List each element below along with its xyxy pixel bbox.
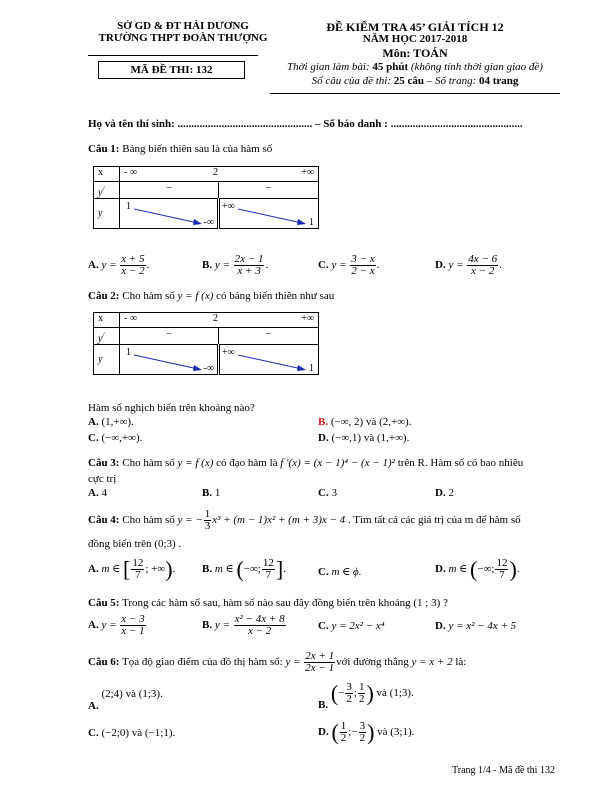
question-6-line: y = x + 2 — [411, 656, 453, 669]
q6-option-c[interactable] — [88, 727, 175, 739]
q4-a-num: 12 — [132, 557, 144, 569]
q1-b-num: 2x − 1 — [234, 253, 264, 265]
vt2-y-plus-inf: +∞ — [222, 347, 235, 359]
time-note: (không tính thời gian giao đề) — [410, 61, 543, 73]
vt2-prime: / — [102, 331, 105, 339]
q6-b-n2: 1 — [358, 681, 365, 693]
vt1-yprime-label — [94, 182, 120, 199]
q1-a-frac — [120, 254, 145, 277]
q4-d-den: 7 — [499, 569, 505, 581]
q6-option-d[interactable]: D. ( $\frac{1}{2}$ ;− $\frac{3}{2}$ ) và (3;1). — [318, 719, 415, 745]
q4-a-rparen: ) — [165, 556, 173, 582]
q3-a-label: A. — [88, 487, 99, 499]
question-6-frac — [304, 651, 335, 674]
q4-a-post: ; +∞ — [145, 563, 166, 576]
q1-b-dot: . — [265, 259, 269, 272]
vt2-y-one-b: 1 — [309, 363, 314, 375]
q4-b-label: B. — [202, 563, 213, 576]
school-name: TRƯỜNG THPT ĐOÀN THƯỢNG — [98, 32, 268, 44]
vt1-x-row — [120, 167, 319, 182]
vt2-arrow-2 — [238, 353, 308, 373]
vt2-y-label: y — [94, 345, 120, 375]
q1-option-a[interactable] — [88, 254, 149, 277]
question-1-label: Câu 1: — [88, 143, 120, 155]
count-info — [250, 75, 580, 87]
q5-b-den: x − 2 — [247, 625, 272, 637]
q6-a-value: (2;4) và (1;3). — [101, 688, 163, 700]
question-3-line2: cực trị — [88, 473, 117, 485]
q6-b-d1: 2 — [346, 693, 352, 705]
vt1-y-neg-inf: -∞ — [203, 217, 214, 229]
q2-option-c[interactable] — [88, 432, 142, 444]
time-value: 45 phút — [372, 61, 409, 73]
q1-d-frac — [467, 254, 498, 277]
question-3-pre: Cho hàm số — [122, 457, 175, 469]
vt1-sign-1: – — [120, 182, 219, 199]
question-4-interval: (0;3) . — [154, 538, 182, 550]
q4-b-pre: m ∈ — [214, 563, 234, 576]
vt1-sign-2: – — [219, 182, 319, 199]
student-id-field[interactable]: ................................................ — [390, 118, 523, 130]
question-5-text: Trong các hàm số sau, hàm số nào sau đây đồng biến trên khoảng (1 ; 3) ? — [122, 597, 448, 609]
vt1-y-label: y — [94, 199, 120, 229]
q2-b-value: (−∞, 2) và (2,+∞). — [330, 416, 412, 428]
vt2-arrow-1 — [134, 353, 204, 373]
q5-a-den: x − 1 — [121, 625, 145, 637]
q4-d-num: 12 — [496, 557, 508, 569]
question-4-func-post: x³ + (m − 1)x² + (m + 3)x − 4 — [212, 514, 346, 527]
q6-b-lparen: ( — [330, 680, 339, 706]
q3-c-label: C. — [318, 487, 329, 499]
question-4-frac-num: 1 — [204, 508, 211, 520]
student-name-label: Họ và tên thí sinh: — [88, 118, 175, 130]
q3-d-value: 2 — [448, 487, 454, 499]
q5-option-b[interactable] — [202, 614, 287, 637]
vt1-neg-inf: - ∞ — [124, 167, 137, 178]
vt2-sign-2: – — [219, 328, 319, 345]
q1-b-frac — [234, 254, 265, 277]
q4-b-den: 7 — [265, 569, 272, 581]
q1-b-label: B. — [202, 259, 213, 272]
q1-c-dot: . — [376, 259, 380, 272]
q4-a-label: A. — [88, 563, 99, 576]
q1-a-label: A. — [88, 259, 99, 272]
question-5 — [88, 597, 448, 609]
vt2-yprime-label — [94, 328, 120, 345]
question-4-line2 — [88, 538, 181, 550]
count-value: 25 câu — [393, 75, 424, 87]
q3-d-label: D. — [435, 487, 446, 499]
q1-a-num: x + 5 — [121, 253, 145, 265]
q6-option-a[interactable] — [88, 688, 163, 712]
vt2-two: 2 — [213, 313, 218, 324]
q1-d-label: D. — [435, 259, 446, 272]
q4-d-rparen: ) — [509, 556, 517, 582]
vt1-prime: / — [102, 185, 105, 193]
question-3-label: Câu 3: — [88, 457, 120, 469]
q2-d-value: (−∞,1) và (1,+∞). — [331, 432, 410, 444]
count-label: Số câu của đề thi: — [311, 75, 391, 87]
q5-a-frac — [120, 614, 145, 637]
header-rule — [270, 93, 560, 94]
q4-d-pre: m ∈ — [448, 563, 468, 576]
q5-a-label: A. — [88, 619, 99, 632]
variation-table-1 — [93, 166, 319, 229]
vt2-pos-inf: +∞ — [301, 313, 314, 324]
q6-d-neg: − — [351, 726, 358, 739]
question-4-frac-den: 3 — [204, 520, 211, 532]
vt2-x-label: x — [94, 313, 120, 328]
q6-d-rparen: ) — [367, 719, 375, 745]
q1-option-c[interactable] — [318, 254, 379, 277]
q5-option-a[interactable] — [88, 614, 147, 637]
question-2-post: có bảng biến thiên như sau — [216, 290, 335, 302]
q6-a-label: A. — [88, 700, 99, 712]
q2-c-value: (−∞,+∞). — [101, 432, 143, 444]
q2-a-value: (1,+∞). — [101, 416, 134, 428]
q4-a-pre: m ∈ — [101, 563, 121, 576]
vt1-y-one: 1 — [126, 201, 131, 213]
vt2-y-left — [120, 345, 219, 375]
q1-c-label: C. — [318, 259, 329, 272]
student-id-label: – Số báo danh : — [315, 118, 388, 130]
q5-b-pre: y = — [214, 619, 230, 632]
variation-table-2 — [93, 312, 319, 375]
question-4-post: . Tìm tất cả các giá trị của m để hàm số — [347, 514, 521, 527]
vt2-x-row — [120, 313, 319, 328]
question-5-label: Câu 5: — [88, 597, 120, 609]
q6-d-lparen: ( — [331, 719, 339, 745]
q6-d-n1: 1 — [340, 720, 347, 732]
q3-b-label: B. — [202, 487, 213, 499]
q3-c-value: 3 — [331, 487, 337, 499]
q4-c-label: C. — [318, 566, 329, 578]
q2-c-label: C. — [88, 432, 99, 444]
vt2-y-right — [219, 345, 319, 375]
q4-d-frac — [495, 558, 508, 581]
q4-b-lparen: ( — [236, 556, 244, 582]
q6-d-d2: 2 — [359, 732, 366, 744]
q4-option-b[interactable]: B. m ∈ (−∞; $\frac{12}{7}$ ]. — [202, 556, 286, 582]
vt2-neg-inf: - ∞ — [124, 313, 137, 324]
question-6-pre: Tọa độ giao điểm của đồ thị hàm số: — [122, 656, 283, 669]
question-3-mid: có đạo hàm là — [216, 457, 278, 469]
subject: Môn: TOÁN — [382, 46, 448, 60]
exam-title: ĐỀ KIỂM TRA 45’ GIẢI TÍCH 12 — [326, 20, 504, 34]
q1-b-den: x + 3 — [237, 265, 261, 277]
q5-b-num: x² − 4x + 8 — [234, 613, 285, 625]
q1-c-den: 2 − x — [351, 265, 375, 277]
vt1-two: 2 — [213, 167, 218, 178]
q5-b-frac — [234, 614, 286, 637]
question-2-prompt: Hàm số nghịch biến trên khoảng nào? — [88, 402, 255, 414]
vt1-pos-inf: +∞ — [301, 167, 314, 178]
question-6-label: Câu 6: — [88, 656, 120, 669]
q6-b-frac1 — [345, 682, 353, 705]
vt1-y-one-b: 1 — [309, 217, 314, 229]
school-year: NĂM HỌC 2017-2018 — [362, 33, 468, 45]
vt2-y-one: 1 — [126, 347, 131, 359]
vt1-y-plus-inf: +∞ — [222, 201, 235, 213]
q6-d-d1: 2 — [340, 732, 347, 744]
question-1 — [88, 143, 272, 155]
q3-a-value: 4 — [101, 487, 107, 499]
q1-option-b[interactable] — [202, 254, 268, 277]
question-2-pre: Cho hàm số — [122, 290, 175, 302]
question-6 — [88, 651, 466, 674]
q6-b-frac2 — [358, 682, 366, 705]
time-label: Thời gian làm bài: — [287, 61, 370, 73]
question-2 — [88, 290, 334, 302]
vt1-y-right — [219, 199, 319, 229]
q1-a-den: x − 2 — [121, 265, 145, 277]
q1-b-y: y = — [214, 259, 230, 272]
q3-option-b[interactable] — [202, 487, 220, 499]
q5-option-d[interactable] — [435, 620, 516, 632]
q4-d-left: −∞; — [477, 563, 495, 576]
q1-d-den: x − 2 — [471, 265, 495, 277]
q2-a-label: A. — [88, 416, 99, 428]
q4-option-d[interactable]: D. m ∈ (−∞; $\frac{12}{7}$ ). — [435, 556, 520, 582]
q1-d-num: 4x − 6 — [468, 253, 498, 265]
q6-b-label: B. — [318, 699, 329, 712]
q4-b-frac — [262, 558, 275, 581]
q4-a-den: 7 — [135, 569, 141, 581]
q5-d-value: y = x² − 4x + 5 — [448, 620, 517, 632]
question-4 — [88, 509, 521, 532]
q4-d-lparen: ( — [470, 556, 478, 582]
question-6-mid: với đường thẳng — [336, 656, 409, 669]
student-name-field[interactable]: ................................................. — [177, 118, 313, 130]
pages-label: – Số trang: — [426, 75, 477, 87]
q6-b-rparen: ) — [366, 680, 374, 706]
q4-a-lbracket: [ — [123, 556, 131, 582]
q4-d-label: D. — [435, 563, 446, 576]
question-6-num: 2x + 1 — [305, 650, 335, 662]
q1-c-frac — [350, 254, 375, 277]
question-2-label: Câu 2: — [88, 290, 120, 302]
header-divider — [88, 55, 258, 56]
q6-b-neg: − — [338, 687, 345, 700]
q6-d-n2: 3 — [359, 720, 366, 732]
page-footer: Trang 1/4 - Mã đề thi 132 — [452, 765, 555, 776]
question-2-func: y = f (x) — [177, 290, 214, 302]
student-info-line — [88, 118, 523, 130]
question-4-line2-text: đồng biến trên — [88, 538, 152, 550]
question-6-den: 2x − 1 — [305, 662, 335, 674]
q2-d-label: D. — [318, 432, 329, 444]
vt1-arrow-2 — [238, 207, 308, 227]
q6-b-d2: 2 — [358, 693, 365, 705]
q3-b-value: 1 — [214, 487, 221, 499]
exam-code-box: MÃ ĐỀ THI: 132 — [98, 61, 245, 79]
q6-d-post: và (3;1). — [377, 726, 415, 739]
q3-option-a[interactable] — [88, 487, 107, 499]
question-3-func: y = f (x) — [177, 457, 214, 469]
q5-a-num: x − 3 — [121, 613, 145, 625]
department: SỞ GD & ĐT HẢI DƯƠNG — [117, 20, 249, 32]
q2-b-label: B. — [318, 416, 329, 428]
q6-c-label: C. — [88, 727, 99, 739]
q4-a-frac — [131, 558, 144, 581]
q4-b-num: 12 — [262, 557, 274, 569]
question-4-func-pre: y = − — [177, 514, 203, 527]
q6-d-frac1 — [340, 721, 348, 744]
q2-option-b[interactable] — [318, 416, 411, 428]
q5-b-label: B. — [202, 619, 213, 632]
question-6-func-pre: y = — [285, 656, 301, 669]
vt2-yp: y — [98, 333, 103, 345]
question-4-pre: Cho hàm số — [122, 514, 175, 527]
vt1-y-left — [120, 199, 219, 229]
question-6-post: là: — [455, 656, 467, 669]
q4-b-rbracket: ] — [275, 556, 284, 582]
question-4-frac — [204, 509, 212, 532]
q5-a-pre: y = — [101, 619, 117, 632]
q3-option-d[interactable] — [435, 487, 454, 499]
q6-b-n1: 3 — [346, 681, 352, 693]
q5-d-label: D. — [435, 620, 446, 632]
question-3 — [88, 457, 523, 469]
vt2-y-neg-inf: -∞ — [203, 363, 214, 375]
q5-option-c[interactable] — [318, 620, 385, 632]
q6-d-frac2 — [359, 721, 367, 744]
q5-c-value: y = 2x² − x⁴ — [331, 620, 385, 632]
q1-option-d[interactable] — [435, 254, 502, 277]
question-3-post: trên R. Hàm số có bao nhiêu — [397, 457, 524, 469]
q2-option-d[interactable] — [318, 432, 409, 444]
q4-c-value: m ∈ ϕ. — [331, 566, 362, 578]
q4-option-a[interactable]: A. m ∈ [ $\frac{12}{7}$ ; +∞). — [88, 556, 176, 582]
vt2-sign-1: – — [120, 328, 219, 345]
q3-option-c[interactable] — [318, 487, 337, 499]
vt1-yp: y — [98, 187, 103, 199]
question-3-derivative: f ′(x) = (x − 1)⁴ − (x − 1)² — [280, 457, 395, 469]
q1-a-y: y = — [101, 259, 117, 272]
pages-value: 04 trang — [479, 75, 519, 87]
q6-d-label: D. — [318, 726, 329, 739]
q1-c-num: 3 − x — [351, 253, 375, 265]
q5-c-label: C. — [318, 620, 329, 632]
q1-d-dot: . — [499, 259, 502, 272]
vt1-arrow-1 — [134, 207, 204, 227]
time-info — [250, 61, 580, 73]
q1-d-y: y = — [448, 259, 464, 272]
q6-b-post: và (1;3). — [376, 687, 414, 700]
q6-c-value: (−2;0) và (−1;1). — [101, 727, 176, 739]
question-1-text: Bảng biến thiên sau là của hàm số — [122, 143, 273, 155]
q1-a-dot: . — [146, 259, 150, 272]
q6-option-b[interactable]: B. (− $\frac{3}{2}$ ; $\frac{1}{2}$ ) và (1;3). — [318, 680, 414, 712]
q2-option-a[interactable] — [88, 416, 134, 428]
question-4-label: Câu 4: — [88, 514, 120, 527]
q4-option-c[interactable] — [318, 565, 361, 578]
q4-b-left: −∞; — [243, 563, 261, 576]
vt1-x-label: x — [94, 167, 120, 182]
q1-c-y: y = — [331, 259, 347, 272]
